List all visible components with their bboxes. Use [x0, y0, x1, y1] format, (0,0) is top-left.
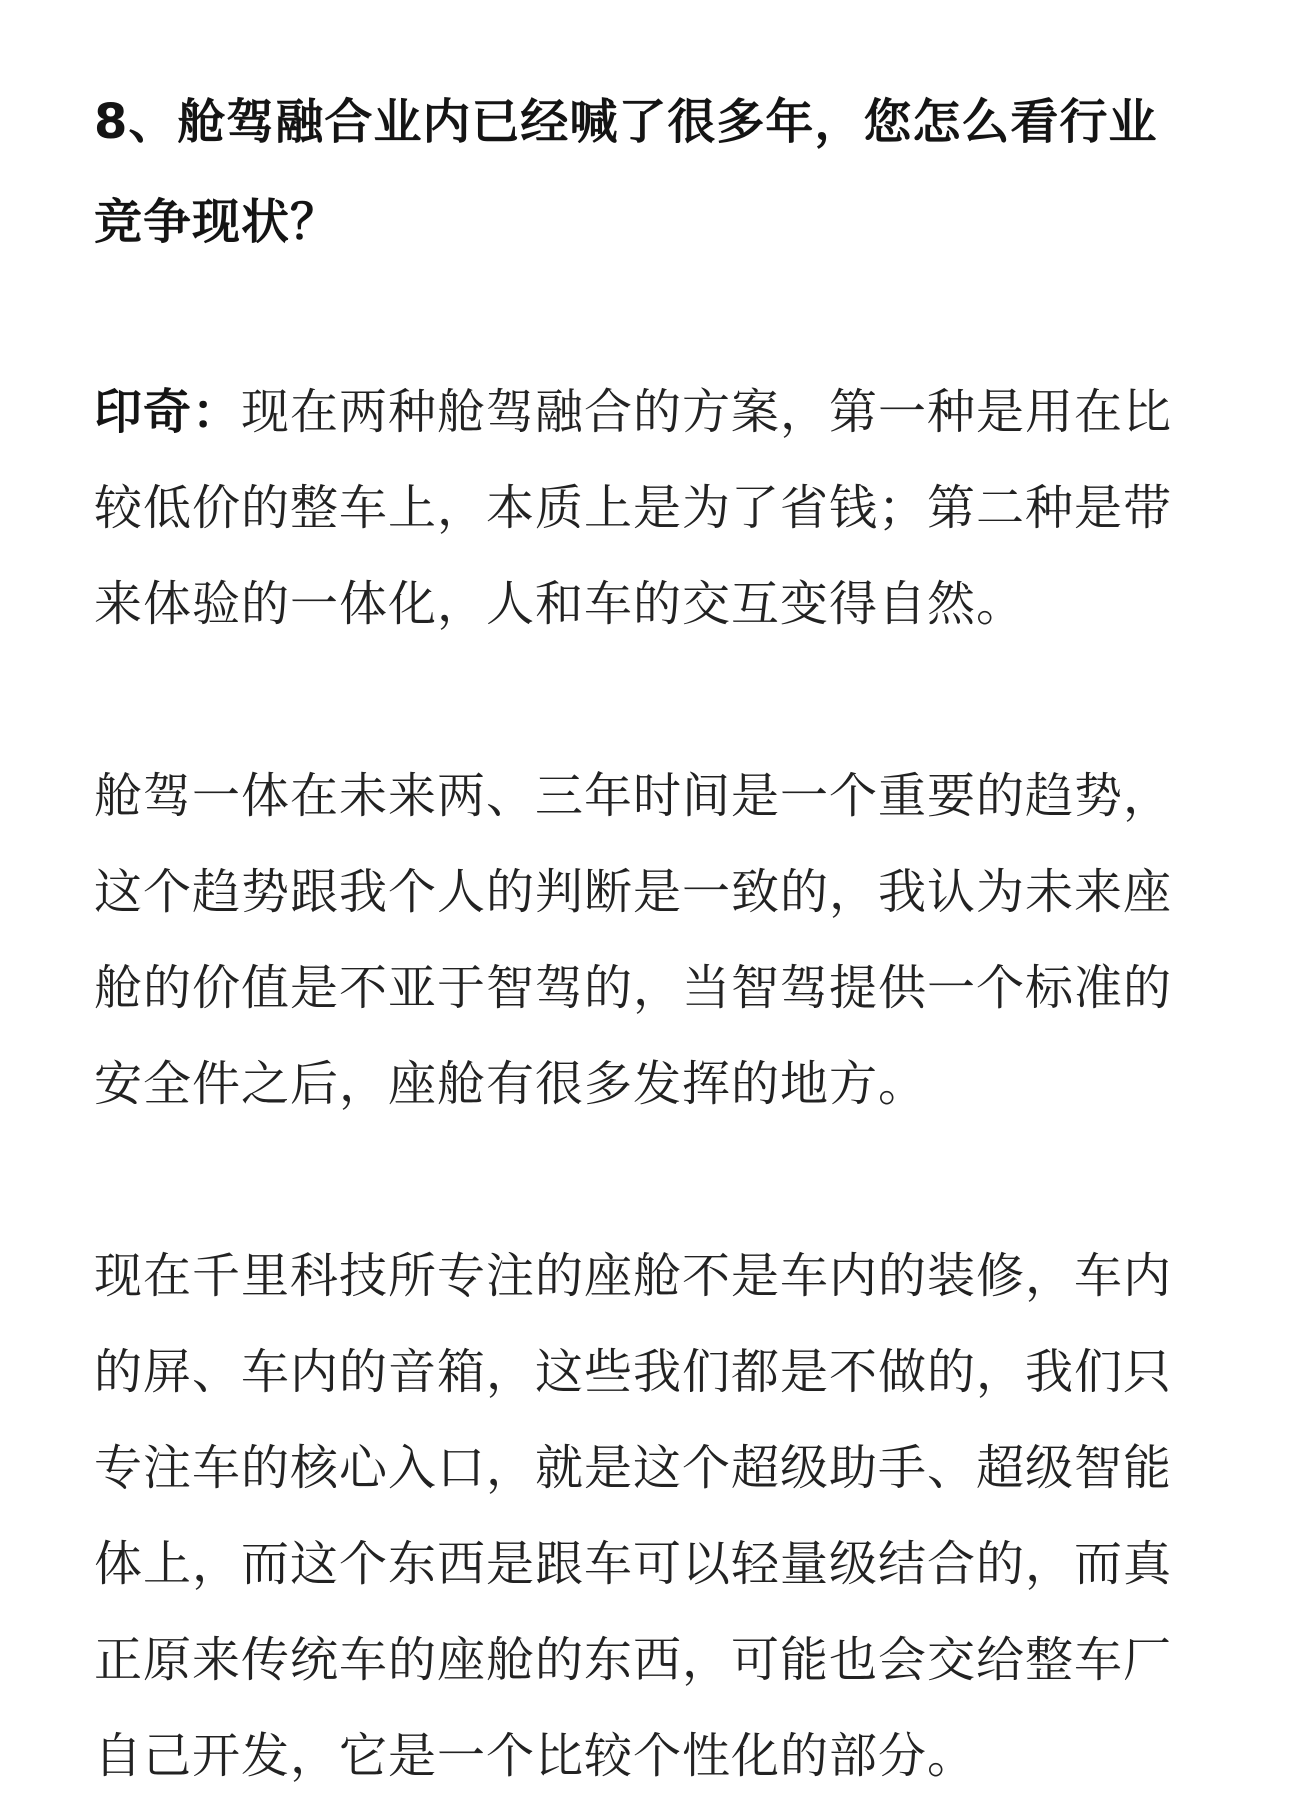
speaker-name: 印奇： — [94, 384, 242, 440]
paragraph-line: 现在千里科技所专注的座舱不是车内的装修，车内 — [94, 1248, 1173, 1304]
paragraph-line: 体上，而这个东西是跟车可以轻量级结合的，而真 — [94, 1536, 1173, 1592]
paragraph-line: 正原来传统车的座舱的东西，可能也会交给整车厂 — [94, 1632, 1173, 1688]
answer-paragraph-2 — [94, 748, 1224, 1132]
article-body — [94, 72, 1224, 1804]
paragraph-line-text: 现在两种舱驾融合的方案，第一种是用在比 — [241, 384, 1173, 440]
paragraph-line: 专注车的核心入口，就是这个超级助手、超级智能 — [94, 1440, 1173, 1496]
paragraph-line: 舱驾一体在未来两、三年时间是一个重要的趋势， — [94, 768, 1173, 824]
paragraph-line: 自己开发，它是一个比较个性化的部分。 — [94, 1728, 977, 1784]
paragraph-line — [94, 364, 1224, 460]
spacer — [94, 652, 1224, 748]
paragraph-line: 舱的价值是不亚于智驾的，当智驾提供一个标准的 — [94, 960, 1173, 1016]
question-line: 竞争现状？ — [94, 194, 340, 250]
answer-paragraph-1 — [94, 364, 1224, 652]
paragraph-line: 安全件之后，座舱有很多发挥的地方。 — [94, 1056, 928, 1112]
spacer — [94, 272, 1224, 364]
paragraph-line: 较低价的整车上，本质上是为了省钱；第二种是带 — [94, 480, 1173, 536]
question-line: 8、舱驾融合业内已经喊了很多年，您怎么看行业 — [94, 94, 1158, 150]
paragraph-line: 来体验的一体化，人和车的交互变得自然。 — [94, 576, 1026, 632]
paragraph-line: 这个趋势跟我个人的判断是一致的，我认为未来座 — [94, 864, 1173, 920]
paragraph-line: 的屏、车内的音箱，这些我们都是不做的，我们只 — [94, 1344, 1173, 1400]
answer-paragraph-3 — [94, 1228, 1224, 1804]
spacer — [94, 1132, 1224, 1228]
question-heading — [94, 72, 1224, 272]
